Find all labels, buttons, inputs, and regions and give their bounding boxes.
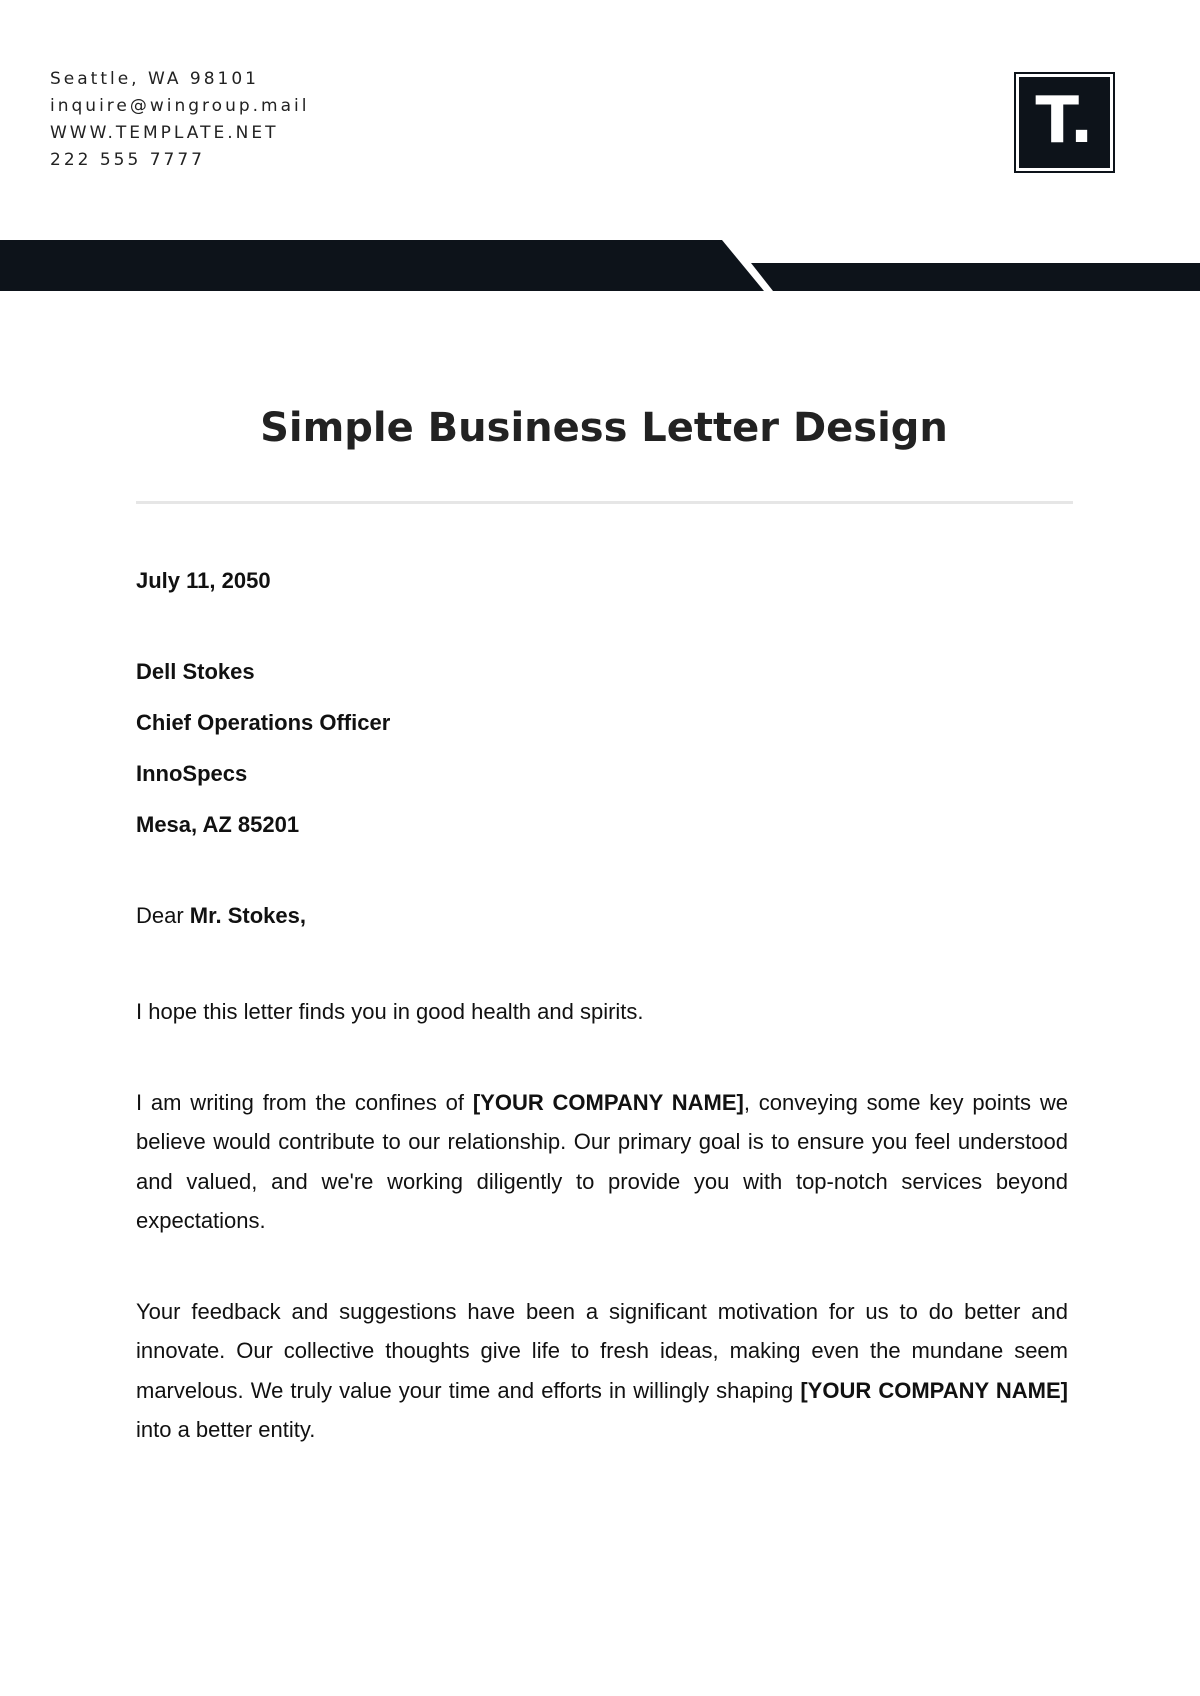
salutation-name: Mr. Stokes, <box>189 903 306 928</box>
header-band-left <box>0 240 764 291</box>
paragraph-purpose-text-2: , conveying some key points we believe would contribute to our relationship. Our primary goal is to ensure you feel understood and valued, and we're working diligently to provide you with top-notch services beyond expectations. <box>136 1089 1068 1233</box>
sender-website: WWW.TEMPLATE.NET <box>50 123 279 143</box>
paragraph-appreciation-text-1: Your feedback and suggestions have been a significant motivation for us to do better and innovate. Our collective thoughts give life to fresh ideas, making even the mundane seem marvelous. We truly value your time and efforts in willingly shaping <box>136 1298 1068 1403</box>
title-divider <box>136 501 1073 504</box>
salutation-prefix: Dear <box>136 903 190 928</box>
paragraph-greeting: I hope this letter finds you in good health and spirits. <box>136 999 644 1024</box>
recipient-position: Chief Operations Officer <box>136 710 391 735</box>
letter-body <box>136 555 1068 1501</box>
paragraph-purpose-text-1: I am writing from the confines of <box>136 1089 473 1115</box>
paragraph-purpose <box>136 1083 1068 1241</box>
sender-email: inquire@wingroup.mail <box>50 96 310 116</box>
paragraph-appreciation <box>136 1292 1068 1450</box>
recipient-company: InnoSpecs <box>136 761 248 786</box>
header-band <box>0 0 1200 300</box>
document-title: Simple Business Letter Design <box>260 405 948 451</box>
letter-date: July 11, 2050 <box>136 568 271 593</box>
salutation <box>136 890 1068 941</box>
sender-phone: 222 555 7777 <box>50 150 205 170</box>
company-placeholder: [YOUR COMPANY NAME] <box>472 1089 744 1115</box>
logo-mark: T. <box>1019 77 1110 168</box>
recipient-location: Mesa, AZ 85201 <box>136 812 300 837</box>
sender-address: Seattle, WA 98101 <box>50 69 259 89</box>
header-band-right <box>751 263 1200 291</box>
recipient-block <box>136 646 1068 850</box>
paragraph-appreciation-text-2: into a better entity. <box>136 1417 316 1442</box>
recipient-name: Dell Stokes <box>136 659 255 684</box>
company-placeholder: [YOUR COMPANY NAME] <box>800 1377 1068 1403</box>
